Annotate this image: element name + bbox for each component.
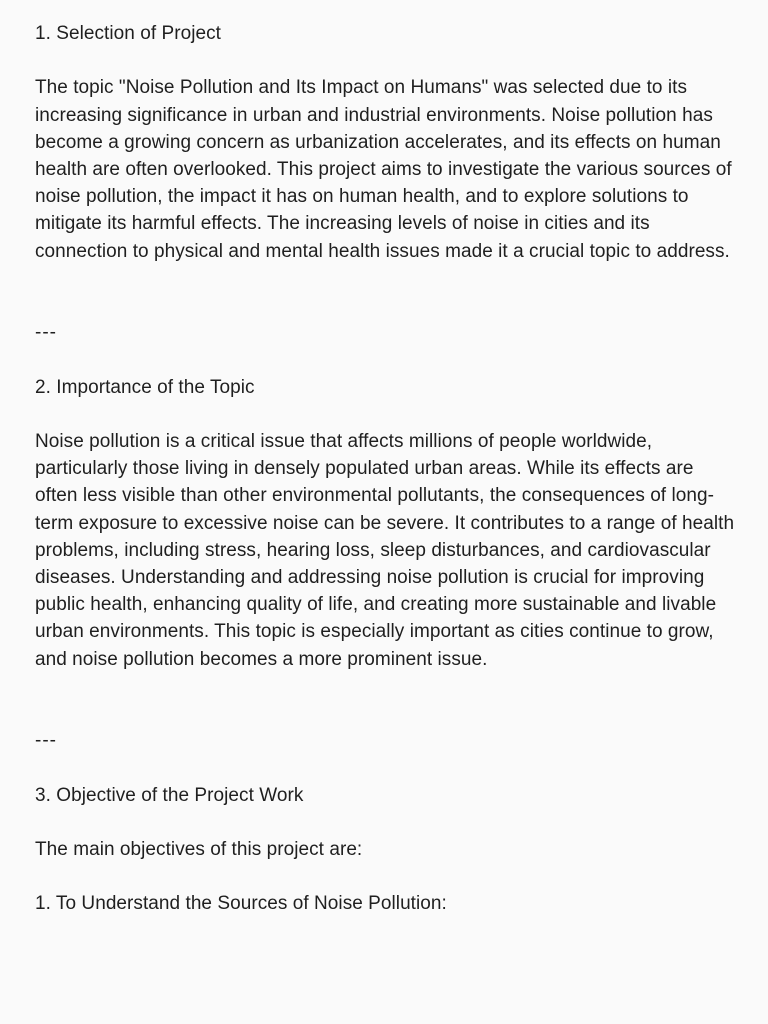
section-2-paragraph: Noise pollution is a critical issue that affects millions of people worldwide, particularly those living in densely populated urban areas. While its effects are often less visible than other environmental pollutants, the consequences of long-term exposure to excessive noise can be severe. It contributes to a range of health problems, including stress, hearing loss, sleep disturbances, and cardiovascular diseases. Understanding and addressing noise pollution is crucial for improving public health, enhancing quality of life, and creating more sustainable and livable urban environments. This topic is especially important as cities continue to grow, and noise pollution becomes a more prominent issue. (35, 430, 735, 670)
section-3-heading: 3. Objective of the Project Work (35, 784, 304, 806)
objective-item-1: 1. To Understand the Sources of Noise Pollution: (35, 893, 447, 915)
section-3-intro: The main objectives of this project are: (35, 838, 363, 860)
section-separator-2: --- (35, 730, 57, 752)
section-1-heading: 1. Selection of Project (35, 23, 221, 44)
section-1-paragraph: The topic "Noise Pollution and Its Impact on Humans" was selected due to its increasing significance in urban and industrial environments. Noise pollution has become a growing concern as urbanization accelerates, and its effects on human health are often overlooked. This project aims to investigate the various sources of noise pollution, the impact it has on human health, and to explore solutions to mitigate its harmful effects. The increasing levels of noise in cities and its connection to physical and mental health issues made it a crucial topic to address. (35, 77, 732, 262)
section-separator-1: --- (35, 322, 57, 344)
section-2-heading: 2. Importance of the Topic (35, 376, 255, 398)
document-content (35, 20, 740, 918)
